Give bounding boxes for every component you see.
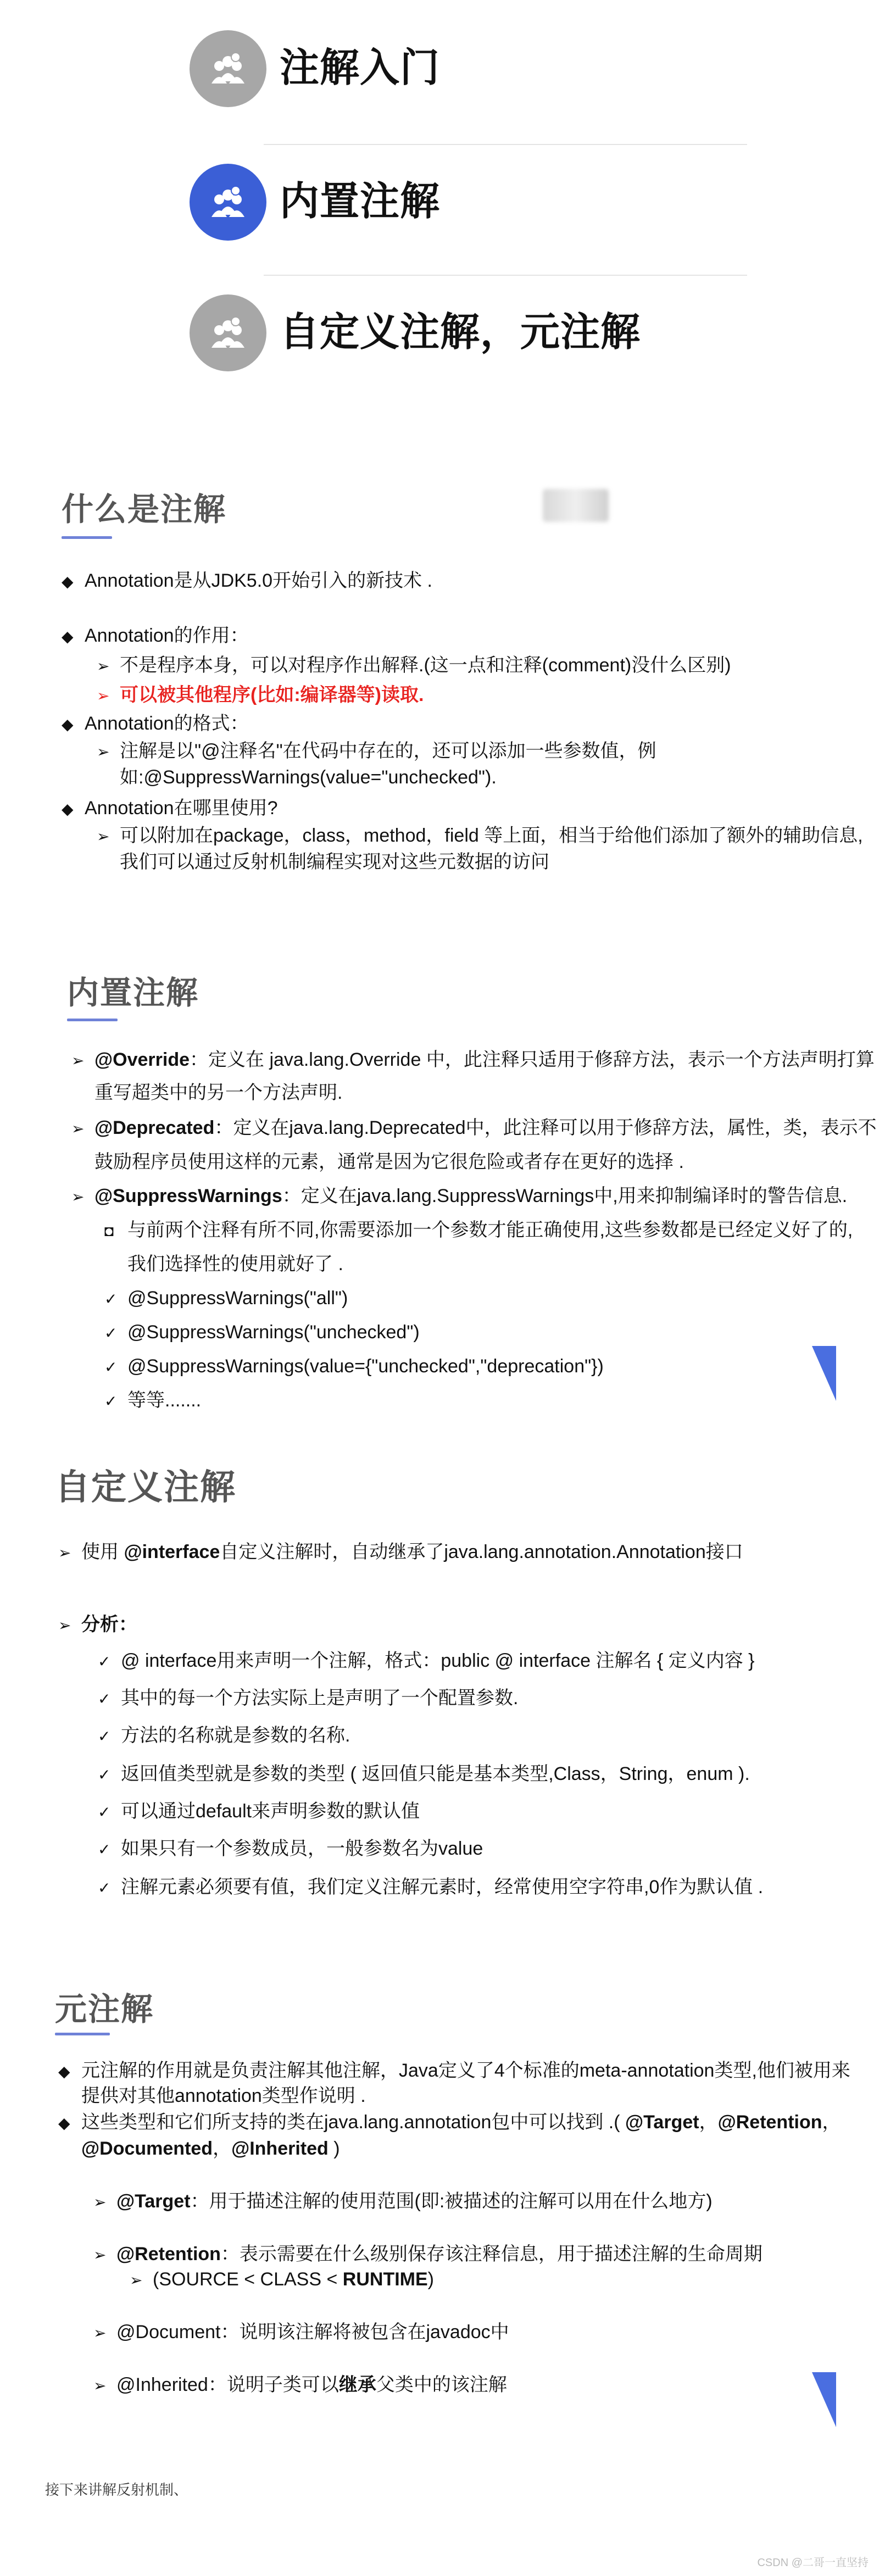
text-line: ➢ @Target：用于描述注解的使用范围(即:被描述的注解可以用在什么地方) [93,2191,713,2212]
title-underline [62,536,112,539]
text-line: 我们可以通过反射机制编程实现对这些元数据的访问 [120,852,549,872]
text-line: ✓ 其中的每一个方法实际上是声明了一个配置参数. [98,1688,519,1709]
text-line: ◆ 元注解的作用就是负责注解其他注解，Java定义了4个标准的meta-annotation类型,他们被用来 [58,2060,850,2081]
text-line: ◆ Annotation在哪里使用? [62,798,278,819]
text-line: 我们选择性的使用就好了 . [127,1254,343,1275]
text-line: ➢ (SOURCE < CLASS < RUNTIME) [130,2269,434,2290]
text-line: ◘ 与前两个注释有所不同,你需要添加一个参数才能正确使用,这些参数都是已经定义好了的, [104,1220,853,1240]
text-line: ✓ @ interface用来声明一个注解，格式：public @ interface 注解名 { 定义内容 } [98,1650,755,1671]
people-icon [190,164,266,241]
text-line: ➢ 注解是以"@注释名"在代码中存在的，还可以添加一些参数值，例 [97,741,656,761]
text-line: ◆ Annotation的作用： [62,625,249,646]
text-line: 提供对其他annotation类型作说明 . [81,2085,366,2106]
section-title: 自定义注解 [55,1467,236,1507]
text-line: ✓ 返回值类型就是参数的类型 ( 返回值只能是基本类型,Class，String，enum ). [98,1763,750,1784]
title-underline [67,1019,118,1021]
text-line: ◆ Annotation的格式： [62,713,249,734]
text-line: 如:@SuppressWarnings(value="unchecked"). [120,767,497,788]
text-line: 鼓励程序员使用这样的元素，通常是因为它很危险或者存在更好的选择 . [94,1151,684,1172]
text-line: ➢ @Document：说明该注解将被包含在javadoc中 [93,2322,509,2343]
text-line: ✓ @SuppressWarnings("all") [104,1288,348,1309]
footer-note: 接下来讲解反射机制、 [45,2482,188,2498]
text-line: ◆ 这些类型和它们所支持的类在java.lang.annotation包中可以找到 .( @Target，@Retention， [58,2112,841,2133]
text-line: 重写超类中的另一个方法声明. [94,1082,343,1103]
toc-item-builtin [190,164,440,241]
toc-item-custom [190,294,641,371]
watermark: CSDN @二哥一直坚持 [757,2557,869,2569]
text-line: ➢ @Retention：表示需要在什么级别保存该注释信息，用于描述注解的生命周期 [93,2244,762,2265]
text-line: ✓ 等等....... [104,1390,202,1411]
text-line: ➢ 使用 @interface自定义注解时，自动继承了java.lang.annotation.Annotation接口 [58,1542,743,1562]
people-icon [190,294,266,371]
text-line: ➢ 不是程序本身，可以对程序作出解释.(这一点和注释(comment)没什么区别) [97,655,731,676]
text-line: @Documented，@Inherited ) [81,2138,340,2159]
text-line: ✓ 可以通过default来声明参数的默认值 [98,1801,420,1822]
text-line: ➢ 可以附加在package，class，method，field 等上面，相当于给他们添加了额外的辅助信息, [97,825,863,846]
text-line: ➢ @Inherited：说明子类可以继承父类中的该注解 [93,2374,507,2395]
blurred-area [543,489,609,522]
text-line: ✓ 如果只有一个参数成员，一般参数名为value [98,1838,483,1859]
section-title: 什么是注解 [62,492,227,527]
divider [264,275,747,276]
text-line: ➢ @Deprecated：定义在java.lang.Deprecated中，此注释可以用于修辞方法，属性，类，表示不 [71,1117,877,1138]
text-line: ➢ @SuppressWarnings：定义在java.lang.SuppressWarnings中,用来抑制编译时的警告信息. [71,1186,848,1206]
corner-triangle [812,2372,836,2427]
text-line: ◆ Annotation是从JDK5.0开始引入的新技术 . [62,570,432,591]
text-line: ➢ @Override：定义在 java.lang.Override 中，此注释只适用于修辞方法，表示一个方法声明打算 [71,1049,875,1070]
section-title: 元注解 [55,1991,154,2027]
toc-title: 注解入门 [280,46,441,90]
toc-title: 自定义注解，元注解 [280,310,641,354]
text-line: ✓ @SuppressWarnings(value={"unchecked","deprecation"}) [104,1356,604,1377]
people-icon [190,30,266,107]
text-line: ✓ 方法的名称就是参数的名称. [98,1725,350,1746]
section-title: 内置注解 [67,975,199,1011]
toc-item-intro [190,30,440,107]
title-underline [55,2033,110,2035]
text-line: ✓ 注解元素必须要有值，我们定义注解元素时，经常使用空字符串,0作为默认值 . [98,1877,764,1898]
divider [264,144,747,145]
corner-triangle [812,1346,836,1401]
text-line: ➢ 分析： [58,1614,137,1635]
text-line: ➢ 可以被其他程序(比如:编译器等)读取. [97,685,424,705]
text-line: ✓ @SuppressWarnings("unchecked") [104,1322,420,1343]
toc-title: 内置注解 [280,180,441,224]
